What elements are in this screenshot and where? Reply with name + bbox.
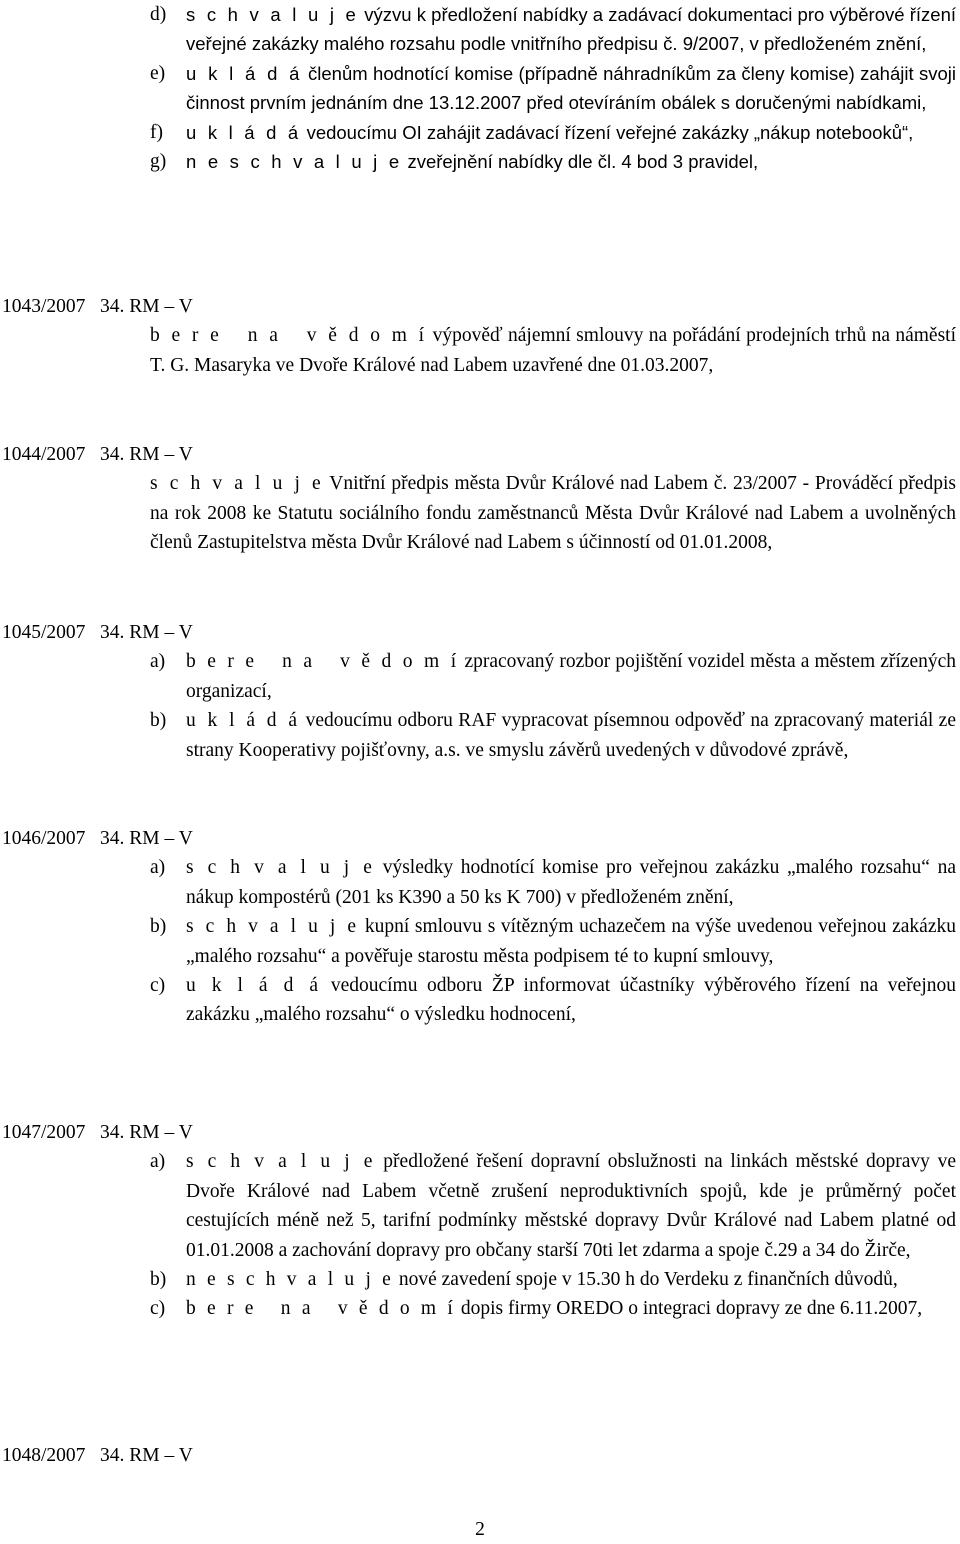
resolution-meeting: 34. RM – V [100,1445,193,1466]
continued-resolution-items [150,0,956,176]
list-item [150,118,956,147]
resolution-number: 1044/2007 [2,444,86,465]
item-label: c) [150,1298,166,1320]
list-item: a) s c h v a l u j e výsledky hodnotící komise pro veřejnou zakázku „malého rozsahu“ na nákup kompostérů (201 ks K390 a 50 ks K 700) v předloženém znění, [150,853,956,912]
resolution-heading [2,1118,960,1147]
item-text: členům hodnotící komise (případně náhradníkům za členy komise) zahájit svoji činnost prvním jednáním dne 13.12.2007 před otevíráním obálek s doručenými nabídkami, [186,62,956,114]
resolution-meeting: 34. RM – V [100,1122,193,1143]
resolution-number: 1043/2007 [2,296,86,317]
resolution-heading [2,440,960,469]
resolution-verb: b e r e n a v ě d o m í [186,1298,456,1320]
item-label: d) [150,4,167,25]
resolution-1045 [0,618,960,765]
item-label: c) [150,975,166,997]
resolution-text: b e r e n a v ě d o m í výpověď nájemní smlouvy na pořádání prodejních trhů na náměstí T. G. Masaryka ve Dvoře Králové nad Labem uzavřené dne 01.03.2007, [150,325,957,376]
list-item [150,147,956,176]
resolution-meeting: 34. RM – V [100,828,193,849]
resolution-verb: s c h v a l u j e [150,473,324,495]
resolution-heading [2,618,960,647]
resolution-1044 [0,440,960,558]
resolution-1048 [0,1441,960,1470]
resolution-verb: s c h v a l u j e [186,916,360,938]
item-label: a) [150,857,166,879]
item-label: b) [150,916,167,938]
item-label: e) [150,62,166,84]
item-text: zveřejnění nabídky dle čl. 4 bod 3 pravidel, [407,151,759,173]
page-number: 2 [475,1519,485,1540]
resolution-verb: s c h v a l u j e [186,857,376,879]
resolution-1043 [0,292,960,380]
resolution-1046 [0,824,960,1030]
resolution-verb: n e s c h v a l u j e [186,1269,394,1291]
resolution-meeting: 34. RM – V [100,296,193,317]
resolution-text: s c h v a l u j e Vnitřní předpis města Dvůr Králové nad Labem č. 23/2007 - Prováděcí předpis na rok 2008 ke Statutu sociálního fondu zaměstnanců Města Dvůr Králové nad Labem a uvolněných členů Zastupitelstva města Dvůr Králové nad Labem s účinností od 01.01.2008, [150,473,956,554]
resolution-heading [2,824,960,853]
list-item: a) s c h v a l u j e předložené řešení dopravní obslužnosti na linkách městské dopravy ve Dvoře Králové nad Labem včetně zrušení neproduktivních spojů, kde je průměrný počet cestujících méně než 5, tarifní podmínky městské dopravy Dvůr Králové nad Labem platné od 01.01.2008 a zachování dopravy pro občany starší 70ti let zdarma a spoje č.29 a 34 do Žirče, [150,1147,956,1265]
resolution-number: 1047/2007 [2,1122,86,1143]
list-item: b) n e s c h v a l u j e nové zavedení spoje v 15.30 h do Verdeku z finančních důvodů, [150,1265,956,1294]
resolution-verb: n e s c h v a l u j e [186,151,403,173]
list-item: c) b e r e n a v ě d o m í dopis firmy OREDO o integraci dopravy ze dne 6.11.2007, [150,1294,956,1323]
list-item [150,59,956,118]
item-label: g) [150,151,167,173]
item-label: a) [150,651,166,673]
resolution-verb: u k l á d á [186,975,322,997]
resolution-verb: u k l á d á [186,62,303,84]
list-item: b) u k l á d á vedoucímu odboru RAF vypracovat písemnou odpověď na zpracovaný materiál ze strany Kooperativy pojišťovny, a.s. ve smyslu závěrů uvedených v důvodové zprávě, [150,706,956,765]
list-item: b) s c h v a l u j e kupní smlouvu s vítězným uchazečem na výše uvedenou veřejnou zakázku „malého rozsahu“ a pověřuje starostu města podpisem té to kupní smlouvy, [150,912,956,971]
list-item: c) u k l á d á vedoucímu odboru ŽP informovat účastníky výběrového řízení na veřejnou zakázku „malého rozsahu“ o výsledku hodnocení, [150,971,956,1030]
resolution-number: 1045/2007 [2,622,86,643]
item-label: f) [150,121,163,143]
resolution-verb: u k l á d á [186,121,302,143]
item-label: a) [150,1151,166,1173]
resolution-heading [2,292,960,321]
list-item: a) b e r e n a v ě d o m í zpracovaný rozbor pojištění vozidel města a městem zřízených organizací, [150,647,956,706]
resolution-meeting: 34. RM – V [100,622,193,643]
item-label: b) [150,1269,167,1291]
resolution-verb: u k l á d á [186,710,301,732]
resolution-number: 1046/2007 [2,828,86,849]
item-text: výzvu k předložení nabídky a zadávací dokumentaci pro výběrové řízení veřejné zakázky malého rozsahu podle vnitřního předpisu č. 9/2007, v předloženém znění, [186,4,957,55]
resolution-verb: s c h v a l u j e [186,4,360,25]
resolution-verb: b e r e n a v ě d o m í [150,325,428,347]
item-label: b) [150,710,167,732]
list-item [150,0,956,59]
resolution-verb: b e r e n a v ě d o m í [186,651,460,673]
resolution-meeting: 34. RM – V [100,444,193,465]
resolution-heading [2,1441,960,1470]
item-text: vedoucímu OI zahájit zadávací řízení veřejné zakázky „nákup notebooků“, [306,121,914,143]
resolution-verb: s c h v a l u j e [186,1151,376,1173]
resolution-number: 1048/2007 [2,1445,86,1466]
resolution-1047 [0,1118,960,1324]
